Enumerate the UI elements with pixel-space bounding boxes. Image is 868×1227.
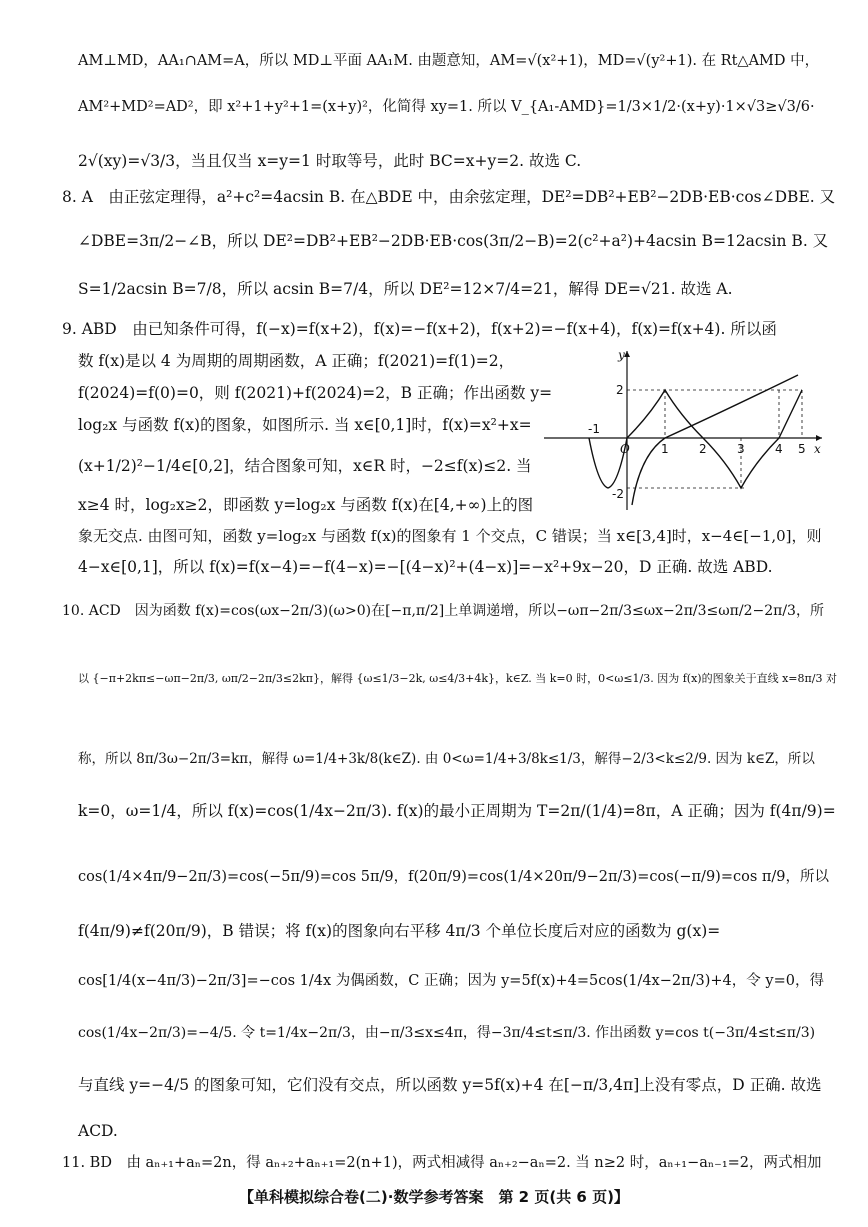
y-axis-label: y — [618, 348, 625, 362]
x-tick-label: 3 — [737, 442, 745, 456]
x-tick-label: 5 — [798, 442, 806, 456]
text-line: ∠DBE=3π/2−∠B，所以 DE²=DB²+EB²−2DB·EB·cos(3π/2−B)=2(c²+a²)+4acsin B=12acsin B. 又 — [78, 232, 829, 250]
text-line: 数 f(x)是以 4 为周期的周期函数，A 正确；f(2021)=f(1)=2， — [78, 352, 515, 370]
x-tick-label: 2 — [699, 442, 707, 456]
y-tick-label: -2 — [612, 487, 624, 501]
text-line: S=1/2acsin B=7/8，所以 acsin B=7/4，所以 DE²=12×7/4=21，解得 DE=√21. 故选 A. — [78, 280, 733, 298]
text-line: 称，所以 8π/3ω−2π/3=kπ，解得 ω=1/4+3k/8(k∈Z). 由 0<ω=1/4+3/8k≤1/3，解得−2/3<k≤2/9. 因为 k∈Z，所以 — [78, 751, 815, 767]
y-tick-label: 2 — [616, 383, 624, 397]
text-line: cos(1/4×4π/9−2π/3)=cos(−5π/9)=cos 5π/9，f(20π/9)=cos(1/4×20π/9−2π/3)=cos(−π/9)=cos π/9，所以 — [78, 869, 830, 885]
text-line: f(2024)=f(0)=0，则 f(2021)+f(2024)=2，B 正确；作出函数 y= — [78, 384, 553, 402]
text-line: 10. ACD 因为函数 f(x)=cos(ωx−2π/3)(ω>0)在[−π,π/2]上单调递增，所以−ωπ−2π/3≤ωx−2π/3≤ωπ/2−2π/3，所 — [62, 603, 824, 619]
text-line: 2√(xy)=√3/3，当且仅当 x=y=1 时取等号，此时 BC=x+y=2. 故选 C. — [78, 152, 582, 170]
x-axis-arrow — [816, 435, 822, 441]
neg-one-label: -1 — [588, 422, 600, 436]
text-line: 4−x∈[0,1]，所以 f(x)=f(x−4)=−f(4−x)=−[(4−x)²+(4−x)]=−x²+9x−20，D 正确. 故选 ABD. — [78, 558, 773, 576]
page-footer: 【单科模拟综合卷(二)·数学参考答案 第 2 页(共 6 页)】 — [239, 1188, 629, 1206]
text-line: ACD. — [78, 1122, 118, 1140]
text-line: 8. A 由正弦定理得，a²+c²=4acsin B. 在△BDE 中，由余弦定理，DE²=DB²+EB²−2DB·EB·cos∠DBE. 又 — [62, 188, 836, 206]
log2-curve — [632, 375, 798, 505]
x-tick-label: 1 — [661, 442, 669, 456]
text-line: AM²+MD²=AD²，即 x²+1+y²+1=(x+y)²，化简得 xy=1. 所以 V_{A₁-AMD}=1/3×1/2·(x+y)·1×√3≥√3/6· — [78, 99, 815, 115]
y-axis-arrow — [624, 351, 630, 357]
text-line: 9. ABD 由已知条件可得，f(−x)=f(x+2)，f(x)=−f(x+2)，f(x+2)=−f(x+4)，f(x)=f(x+4). 所以函 — [62, 320, 777, 338]
text-line: 11. BD 由 aₙ₊₁+aₙ=2n，得 aₙ₊₂+aₙ₊₁=2(n+1)，两式相减得 aₙ₊₂−aₙ=2. 当 n≥2 时，aₙ₊₁−aₙ₋₁=2，两式相加 — [62, 1155, 822, 1171]
text-line: 以 {−π+2kπ≤−ωπ−2π/3, ωπ/2−2π/3≤2kπ}，解得 {ω≤1/3−2k, ω≤4/3+4k}，k∈Z. 当 k=0 时，0<ω≤1/3. 因为 f(x)的图象关于直线 x=8π/3 对 — [78, 672, 837, 685]
text-line: 象无交点. 由图可知，函数 y=log₂x 与函数 f(x)的图象有 1 个交点，C 错误；当 x∈[3,4]时，x−4∈[−1,0]，则 — [78, 527, 822, 545]
origin-label: O — [620, 442, 630, 456]
text-line: f(4π/9)≠f(20π/9)，B 错误；将 f(x)的图象向右平移 4π/3 个单位长度后对应的函数为 g(x)= — [78, 922, 721, 940]
text-line: AM⊥MD，AA₁∩AM=A，所以 MD⊥平面 AA₁M. 由题意知，AM=√(x²+1)，MD=√(y²+1). 在 Rt△AMD 中， — [78, 53, 820, 69]
text-line: k=0，ω=1/4，所以 f(x)=cos(1/4x−2π/3). f(x)的最小正周期为 T=2π/(1/4)=8π，A 正确；因为 f(4π/9)= — [78, 802, 836, 820]
text-line: log₂x 与函数 f(x)的图象，如图所示. 当 x∈[0,1]时，f(x)=x²+x= — [78, 416, 532, 434]
x-axis-label: x — [814, 442, 821, 456]
x-tick-label: 4 — [775, 442, 783, 456]
text-line: cos(1/4x−2π/3)=−4/5. 令 t=1/4x−2π/3，由−π/3≤x≤4π，得−3π/4≤t≤π/3. 作出函数 y=cos t(−3π/4≤t≤π/3) — [78, 1025, 816, 1041]
text-line: cos[1/4(x−4π/3)−2π/3]=−cos 1/4x 为偶函数，C 正确；因为 y=5f(x)+4=5cos(1/4x−2π/3)+4，令 y=0，得 — [78, 973, 824, 989]
text-line: x≥4 时，log₂x≥2，即函数 y=log₂x 与函数 f(x)在[4,+∞)上的图 — [78, 496, 534, 514]
text-line: 与直线 y=−4/5 的图象可知，它们没有交点，所以函数 y=5f(x)+4 在[−π/3,4π]上没有零点，D 正确. 故选 — [78, 1076, 822, 1094]
fx-curve — [589, 390, 802, 488]
text-line: (x+1/2)²−1/4∈[0,2]，结合图象可知，x∈R 时，−2≤f(x)≤2. 当 — [78, 457, 532, 475]
function-graph — [540, 345, 830, 515]
